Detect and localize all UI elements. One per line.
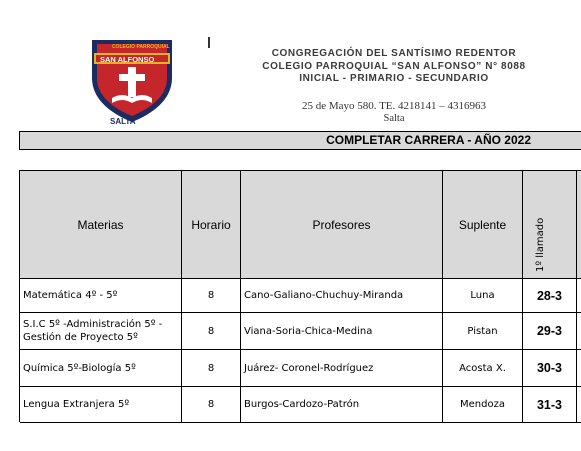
header-extra	[577, 171, 581, 278]
header-llamado: 1º llamado	[535, 217, 546, 272]
school-address: 25 de Mayo 580. TE. 4218141 – 4316963	[301, 100, 487, 112]
table-header-row	[20, 171, 581, 279]
cell-suplente: Mendoza	[443, 387, 523, 422]
title-bar	[19, 131, 581, 150]
header-horario: Horario	[182, 171, 241, 278]
cell-suplente: Pistan	[443, 313, 523, 349]
cell-profesores: Burgos-Cardozo-Patrón	[241, 387, 443, 422]
table-row	[20, 279, 581, 313]
cell-fecha: 31-3	[523, 387, 577, 422]
document-title: COMPLETAR CARRERA - AÑO 2022	[326, 133, 531, 147]
table-row	[20, 387, 581, 423]
cell-extra	[577, 279, 581, 312]
cell-extra	[577, 313, 581, 349]
cell-fecha: 30-3	[523, 350, 577, 386]
school-city: Salta	[383, 113, 405, 124]
school-crest	[86, 36, 178, 124]
header-profesores: Profesores	[241, 171, 443, 278]
cell-materia: Lengua Extranjera 5º	[20, 387, 182, 422]
cell-materia: Matemática 4º - 5º	[20, 279, 182, 312]
cell-profesores: Cano-Galiano-Chuchuy-Miranda	[241, 279, 443, 312]
table-row	[20, 350, 581, 387]
table-row	[20, 313, 581, 350]
cell-materia: S.I.C 5º -Administración 5º - Gestión de Proyecto 5º	[20, 313, 182, 349]
header-suplente: Suplente	[443, 171, 523, 278]
cell-extra	[577, 350, 581, 386]
cell-materia: Química 5º-Biología 5º	[20, 350, 182, 386]
scan-mark	[208, 37, 210, 48]
letterhead	[236, 48, 552, 86]
cell-profesores: Juárez- Coronel-Rodríguez	[241, 350, 443, 386]
cell-suplente: Luna	[443, 279, 523, 312]
cell-horario: 8	[182, 279, 241, 312]
cell-horario: 8	[182, 350, 241, 386]
cell-fecha: 28-3	[523, 279, 577, 312]
cell-horario: 8	[182, 387, 241, 422]
crest-top-text: COLEGIO PARROQUIAL	[112, 44, 170, 50]
cell-fecha: 29-3	[523, 313, 577, 349]
exam-schedule-table	[19, 170, 581, 422]
congregation-name: CONGREGACIÓN DEL SANTÍSIMO REDENTOR	[271, 48, 517, 59]
header-materias: Materias	[20, 171, 182, 278]
crest-banner: SAN ALFONSO	[100, 55, 155, 64]
cell-extra	[577, 387, 581, 422]
school-levels: INICIAL - PRIMARIO - SECUNDARIO	[299, 73, 489, 84]
cell-horario: 8	[182, 313, 241, 349]
header-llamado-cell	[523, 171, 577, 278]
cell-profesores: Viana-Soria-Chica-Medina	[241, 313, 443, 349]
cell-suplente: Acosta X.	[443, 350, 523, 386]
school-name: COLEGIO PARROQUIAL “SAN ALFONSO” N° 8088	[262, 60, 526, 72]
crest-caption: SALTA	[110, 117, 136, 126]
